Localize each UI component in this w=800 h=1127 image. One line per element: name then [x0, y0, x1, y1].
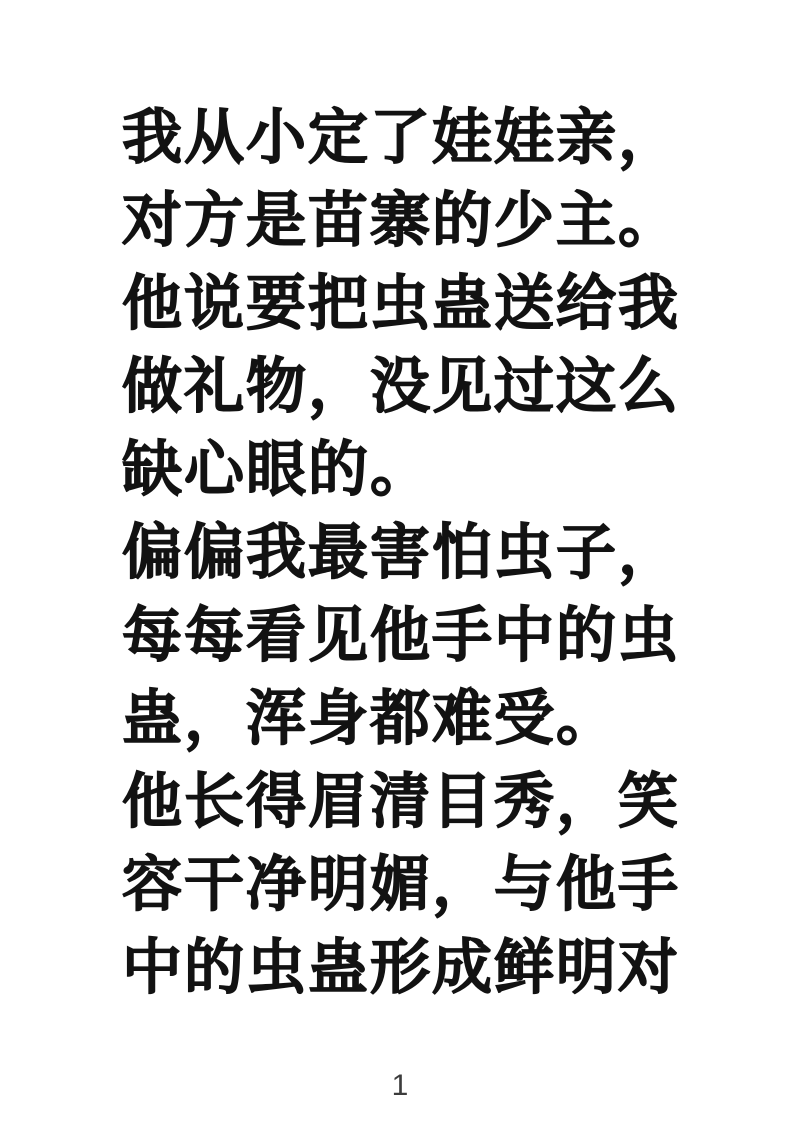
text-line: 缺心眼的。	[122, 436, 432, 503]
text-line: 对方是苗寨的少主。	[122, 187, 680, 254]
body-text	[122, 96, 688, 1009]
text-line: 中的虫蛊形成鲜明对	[122, 934, 680, 1001]
text-line: 他长得眉清目秀，笑	[122, 768, 680, 835]
page-footer	[0, 1069, 800, 1103]
text-line: 我从小定了娃娃亲，	[122, 104, 680, 171]
text-line: 他说要把虫蛊送给我	[122, 270, 680, 337]
text-line: 做礼物，没见过这么	[122, 353, 680, 420]
text-line: 每每看见他手中的虫	[122, 602, 680, 669]
text-line: 偏偏我最害怕虫子，	[122, 519, 680, 586]
page-number: 1	[391, 1069, 409, 1102]
text-line: 蛊，浑身都难受。	[122, 685, 618, 752]
text-line: 容干净明媚，与他手	[122, 851, 680, 918]
